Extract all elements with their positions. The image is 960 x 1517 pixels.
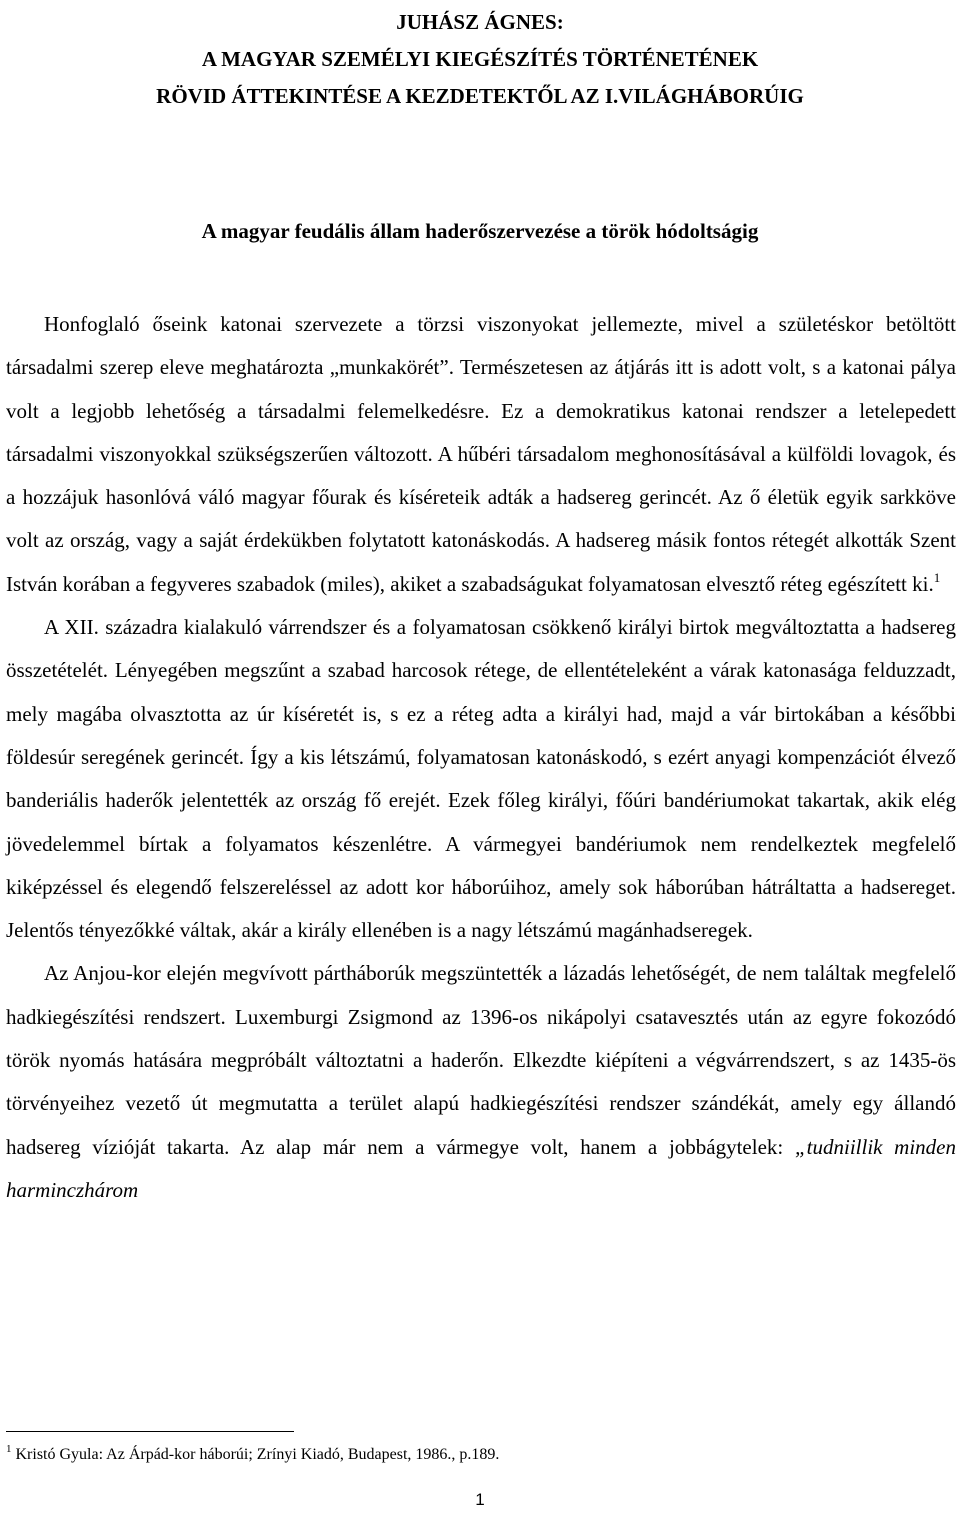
body-text (6, 303, 956, 1212)
title-line-2: RÖVID ÁTTEKINTÉSE A KEZDETEKTŐL AZ I.VILÁGHÁBORÚIG (156, 84, 804, 108)
paragraph-2: A XII. századra kialakuló várrendszer és a folyamatosan csökkenő királyi birtok megváltoztatta a hadsereg összetételét. Lényegében megszűnt a szabad harcosok rétege, de ellentételeként a várak katonasága felduzzadt, mely magába olvasztotta az úr kíséretét is, s ez a réteg adta a királyi had, majd a vár birtokában a későbbi földesúr seregének gerincét. Így a kis létszámú, folyamatosan katonáskodó, s ezért anyagi kompenzációt élvező banderiális haderők jelentették az ország fő erejét. Ezek főleg királyi, főúri bandériumokat takartak, akik elég jövedelemmel bírtak a folyamatos készenlétre. A vármegyei bandériumok nem rendelkeztek megfelelő kiképzéssel és elegendő felszereléssel az adott kor háborúihoz, amely sok háborúban hátráltatta a hadsereget. Jelentős tényezőkké váltak, akár a király ellenében is a nagy létszámú magánhadseregek. (6, 615, 956, 943)
footnote-separator (6, 1431, 294, 1432)
paragraph-3-text: Az Anjou-kor elején megvívott pártháborúk megszüntették a lázadás lehetőségét, de nem találtak megfelelő hadkiegészítési rendszert. Luxemburgi Zsigmond az 1396-os nikápolyi csatavesztés után az egyre fokozódó török nyomás hatására megpróbált változtatni a haderőn. Elkezdte kiépíteni a végvárrendszert, s az 1435-ös törvényeihez vezető út megmutatta a terület alapú hadkiegészítési rendszer szándékát, amely egy állandó hadsereg vízióját takarta. Az alap már nem a vármegye volt, hanem a jobbágytelek: (6, 961, 956, 1159)
title-line-1: A MAGYAR SZEMÉLYI KIEGÉSZÍTÉS TÖRTÉNETÉNEK (201, 47, 759, 71)
footnote-number: 1 (6, 1443, 12, 1455)
document-title (0, 4, 960, 115)
footnote (6, 1442, 906, 1468)
section-heading: A magyar feudális állam haderőszervezése a török hódoltságig (201, 219, 759, 243)
author-line: JUHÁSZ ÁGNES: (396, 10, 564, 34)
paragraph-1-text: Honfoglaló őseink katonai szervezete a törzsi viszonyokat jellemezte, mivel a születéskor betöltött társadalmi szerep eleve meghatározta „munkakörét”. Természetesen az átjárás itt is adott volt, s a katonai pálya volt a legjobb lehetőség a társadalmi felemelkedésre. Ez a demokratikus katonai rendszer a letelepedett társadalmi viszonyokkal szükségszerűen változott. A hűbéri társadalom meghonosításával a külföldi lovagok, és a hozzájuk hasonlóvá váló magyar főurak és kíséreteik adták a hadsereg gerincét. Az ő életük egyik sarkköve volt az ország, vagy a saját érdekükben folytatott katonáskodás. A hadsereg másik fontos rétegét alkották Szent István korában a fegyveres szabadok (miles), akiket a szabadságukat folyamatosan elvesztő réteg egészített ki. (6, 312, 956, 596)
footnote-text: Kristó Gyula: Az Árpád-kor háborúi; Zrínyi Kiadó, Budapest, 1986., p.189. (11, 1446, 500, 1463)
page-number: 1 (475, 1490, 485, 1509)
paragraph-3-quote: „tudniillik minden harminczhárom (6, 1134, 957, 1202)
paragraph-3 (6, 952, 956, 1212)
paragraph-1 (6, 303, 956, 606)
footnote-reference[interactable]: 1 (933, 569, 941, 585)
